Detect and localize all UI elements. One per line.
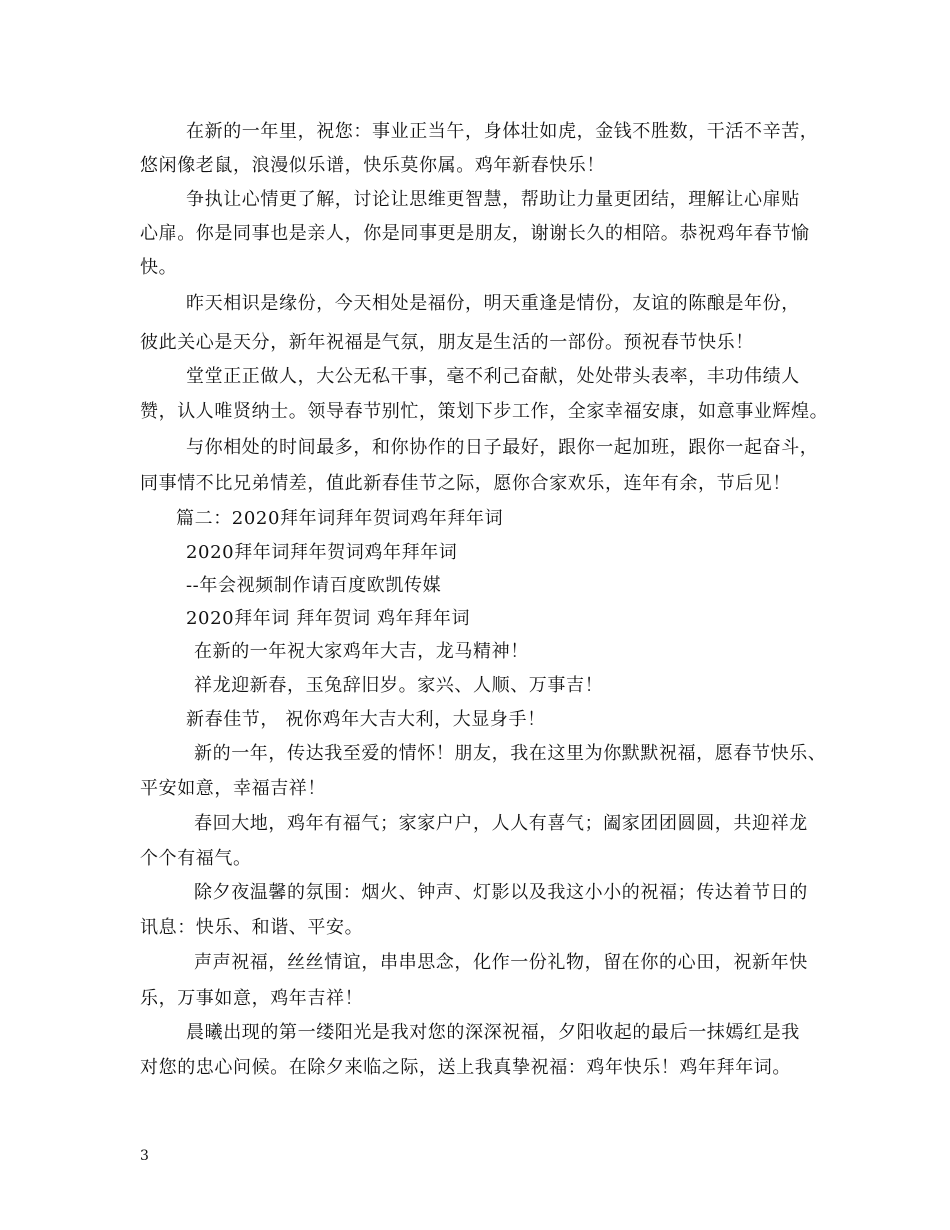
text-line: 对您的忠心问候。在除夕来临之际，送上我真挚祝福：鸡年快乐！鸡年拜年词。 <box>140 1057 791 1078</box>
text-line: 除夕夜温馨的氛围：烟火、钟声、灯影以及我这小小的祝福；传达着节日的 <box>194 882 808 903</box>
text-line: 个个有福气。 <box>140 848 252 869</box>
text-line: 讯息：快乐、和谐、平安。 <box>140 917 364 938</box>
text-line: 在新的一年里，祝您：事业正当午，身体壮如虎，金钱不胜数，干活不辛苦， <box>186 121 819 142</box>
text-line: 快。 <box>140 257 178 278</box>
text-line: 与你相处的时间最多，和你协作的日子最好，跟你一起加班，跟你一起奋斗， <box>186 437 819 458</box>
text-line: 晨曦出现的第一缕阳光是我对您的深深祝福，夕阳收起的最后一抹嫣红是我 <box>186 1022 800 1043</box>
text-line: 乐，万事如意，鸡年吉祥！ <box>140 988 364 1009</box>
text-line: 彼此关心是天分，新年祝福是气氛，朋友是生活的一部份。预祝春节快乐！ <box>140 332 754 353</box>
subheading: --年会视频制作请百度欧凯传媒 <box>186 575 442 596</box>
text-line: 春回大地，鸡年有福气；家家户户，人人有喜气；阖家团团圆圆，共迎祥龙 <box>194 813 808 834</box>
text-line: 心扉。你是同事也是亲人，你是同事更是朋友，谢谢长久的相陪。恭祝鸡年春节愉 <box>140 223 810 244</box>
text-line: 堂堂正正做人，大公无私干事，毫不利己奋献，处处带头表率，丰功伟绩人 <box>186 366 800 387</box>
subheading: 2020拜年词 拜年贺词 鸡年拜年词 <box>186 608 471 629</box>
subheading: 2020拜年词拜年贺词鸡年拜年词 <box>186 542 458 563</box>
text-line: 同事情不比兄弟情差，值此新春佳节之际，愿你合家欢乐，连年有余，节后见！ <box>140 473 791 494</box>
text-line: 在新的一年祝大家鸡年大吉，龙马精神！ <box>194 641 529 662</box>
section-heading: 篇二：2020拜年词拜年贺词鸡年拜年词 <box>176 508 504 529</box>
text-line: 声声祝福，丝丝情谊，串串思念，化作一份礼物，留在你的心田，祝新年快 <box>194 952 808 973</box>
text-line: 赞，认人唯贤纳士。领导春节别忙，策划下步工作，全家幸福安康，如意事业辉煌。 <box>140 401 829 422</box>
text-line: 争执让心情更了解，讨论让思维更智慧，帮助让力量更团结，理解让心扉贴 <box>186 189 800 210</box>
text-line: 祥龙迎新春，玉兔辞旧岁。家兴、人顺、万事吉！ <box>194 675 604 696</box>
text-line: 新的一年，传达我至爱的情怀！朋友，我在这里为你默默祝福，愿春节快乐、 <box>194 743 827 764</box>
text-line: 新春佳节， 祝你鸡年大吉大利，大显身手！ <box>186 709 546 730</box>
text-line: 悠闲像老鼠，浪漫似乐谱，快乐莫你属。鸡年新春快乐！ <box>140 155 605 176</box>
text-line: 昨天相识是缘份，今天相处是福份，明天重逢是情份，友谊的陈酿是年份， <box>186 293 800 314</box>
text-line: 平安如意，幸福吉祥！ <box>140 778 326 799</box>
page-number: 3 <box>140 1148 149 1164</box>
